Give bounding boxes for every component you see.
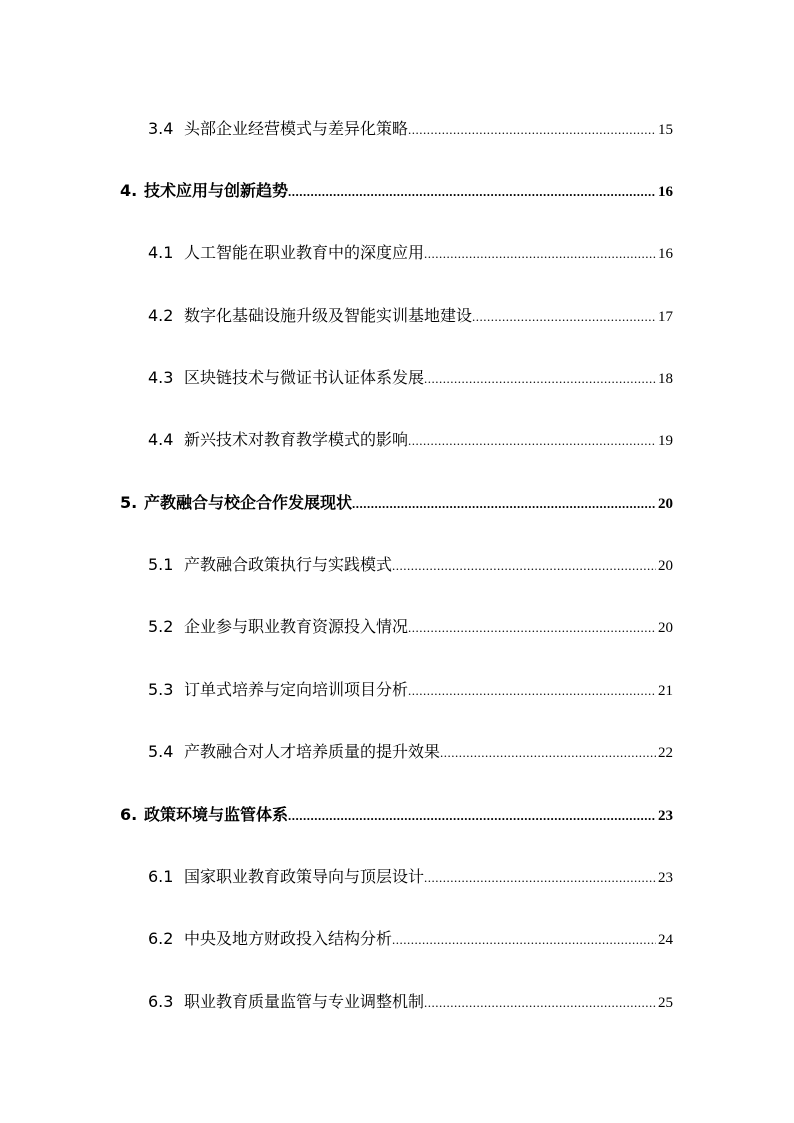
toc-dot-leader — [392, 553, 656, 579]
toc-entry-4-4[interactable] — [148, 427, 673, 453]
toc-entry-page: 20 — [658, 620, 673, 636]
toc-entry-title: 政策环境与监管体系 — [144, 805, 289, 824]
toc-entry-number: 4.4 — [148, 430, 174, 449]
toc-entry-5-4[interactable] — [148, 739, 673, 765]
toc-entry-page: 24 — [658, 932, 673, 948]
toc-entry-4-3[interactable] — [148, 365, 673, 391]
toc-entry-title: 产教融合对人才培养质量的提升效果 — [184, 742, 441, 761]
toc-dot-leader — [288, 803, 656, 829]
toc-entry-5-1[interactable] — [148, 552, 673, 578]
toc-entry-title: 产教融合政策执行与实践模式 — [184, 555, 393, 574]
toc-entry-title: 新兴技术对教育教学模式的影响 — [184, 430, 409, 449]
toc-dot-leader — [424, 241, 656, 267]
toc-entry-title: 职业教育质量监管与专业调整机制 — [184, 992, 425, 1011]
toc-entry-title: 中央及地方财政投入结构分析 — [184, 929, 393, 948]
toc-entry-number: 3.4 — [148, 119, 174, 138]
toc-entry-page: 21 — [658, 683, 673, 699]
toc-entry-title: 头部企业经营模式与差异化策略 — [184, 119, 409, 138]
toc-entry-page: 23 — [658, 870, 673, 886]
toc-entry-6-2[interactable] — [148, 926, 673, 952]
toc-entry-number: 5. — [120, 493, 138, 512]
toc-entry-number: 6.3 — [148, 992, 174, 1011]
toc-entry-title: 订单式培养与定向培训项目分析 — [184, 680, 409, 699]
toc-entry-6-3[interactable] — [148, 989, 673, 1015]
toc-entry-number: 5.4 — [148, 742, 174, 761]
toc-dot-leader — [408, 428, 656, 454]
toc-entry-title: 国家职业教育政策导向与顶层设计 — [184, 867, 425, 886]
toc-entry-number: 5.1 — [148, 555, 174, 574]
toc-entry-title: 技术应用与创新趋势 — [144, 181, 289, 200]
toc-dot-leader — [472, 304, 656, 330]
toc-entry-page: 15 — [658, 122, 673, 138]
toc-dot-leader — [424, 865, 656, 891]
toc-dot-leader — [288, 179, 656, 205]
toc-entry-5-2[interactable] — [148, 614, 673, 640]
toc-entry-page: 25 — [658, 995, 673, 1011]
toc-dot-leader — [440, 740, 656, 766]
toc-dot-leader — [424, 990, 656, 1016]
toc-dot-leader — [392, 927, 656, 953]
toc-entry-page: 20 — [658, 558, 673, 574]
toc-entry-title: 企业参与职业教育资源投入情况 — [184, 617, 409, 636]
toc-entry-page: 18 — [658, 371, 673, 387]
toc-entry-4-1[interactable] — [148, 240, 673, 266]
toc-entry-5-3[interactable] — [148, 677, 673, 703]
toc-dot-leader — [352, 491, 656, 517]
toc-entry-number: 6. — [120, 805, 138, 824]
toc-entry-page: 16 — [658, 246, 673, 262]
toc-entry-number: 4. — [120, 181, 138, 200]
toc-entry-5[interactable] — [120, 490, 673, 516]
toc-entry-title: 区块链技术与微证书认证体系发展 — [184, 368, 425, 387]
toc-entry-number: 4.1 — [148, 243, 174, 262]
toc-dot-leader — [408, 615, 656, 641]
toc-dot-leader — [408, 117, 656, 143]
toc-entry-page: 17 — [658, 309, 673, 325]
toc-entry-number: 6.1 — [148, 867, 174, 886]
toc-entry-number: 6.2 — [148, 929, 174, 948]
toc-entry-number: 4.3 — [148, 368, 174, 387]
toc-entry-page: 20 — [658, 496, 673, 512]
toc-entry-page: 22 — [658, 745, 673, 761]
toc-entry-3-4[interactable] — [148, 116, 673, 142]
toc-entry-page: 19 — [658, 433, 673, 449]
toc-entry-page: 16 — [658, 184, 673, 200]
toc-entry-page: 23 — [658, 808, 673, 824]
toc-entry-4-2[interactable] — [148, 303, 673, 329]
toc-entry-title: 产教融合与校企合作发展现状 — [144, 493, 353, 512]
toc-entry-title: 人工智能在职业教育中的深度应用 — [184, 243, 425, 262]
toc-entry-title: 数字化基础设施升级及智能实训基地建设 — [184, 306, 473, 325]
toc-entry-6[interactable] — [120, 802, 673, 828]
toc-entry-number: 5.2 — [148, 617, 174, 636]
toc-dot-leader — [424, 366, 656, 392]
toc-entry-6-1[interactable] — [148, 864, 673, 890]
toc-entry-number: 5.3 — [148, 680, 174, 699]
toc-entry-number: 4.2 — [148, 306, 174, 325]
toc-dot-leader — [408, 678, 656, 704]
toc-entry-4[interactable] — [120, 178, 673, 204]
